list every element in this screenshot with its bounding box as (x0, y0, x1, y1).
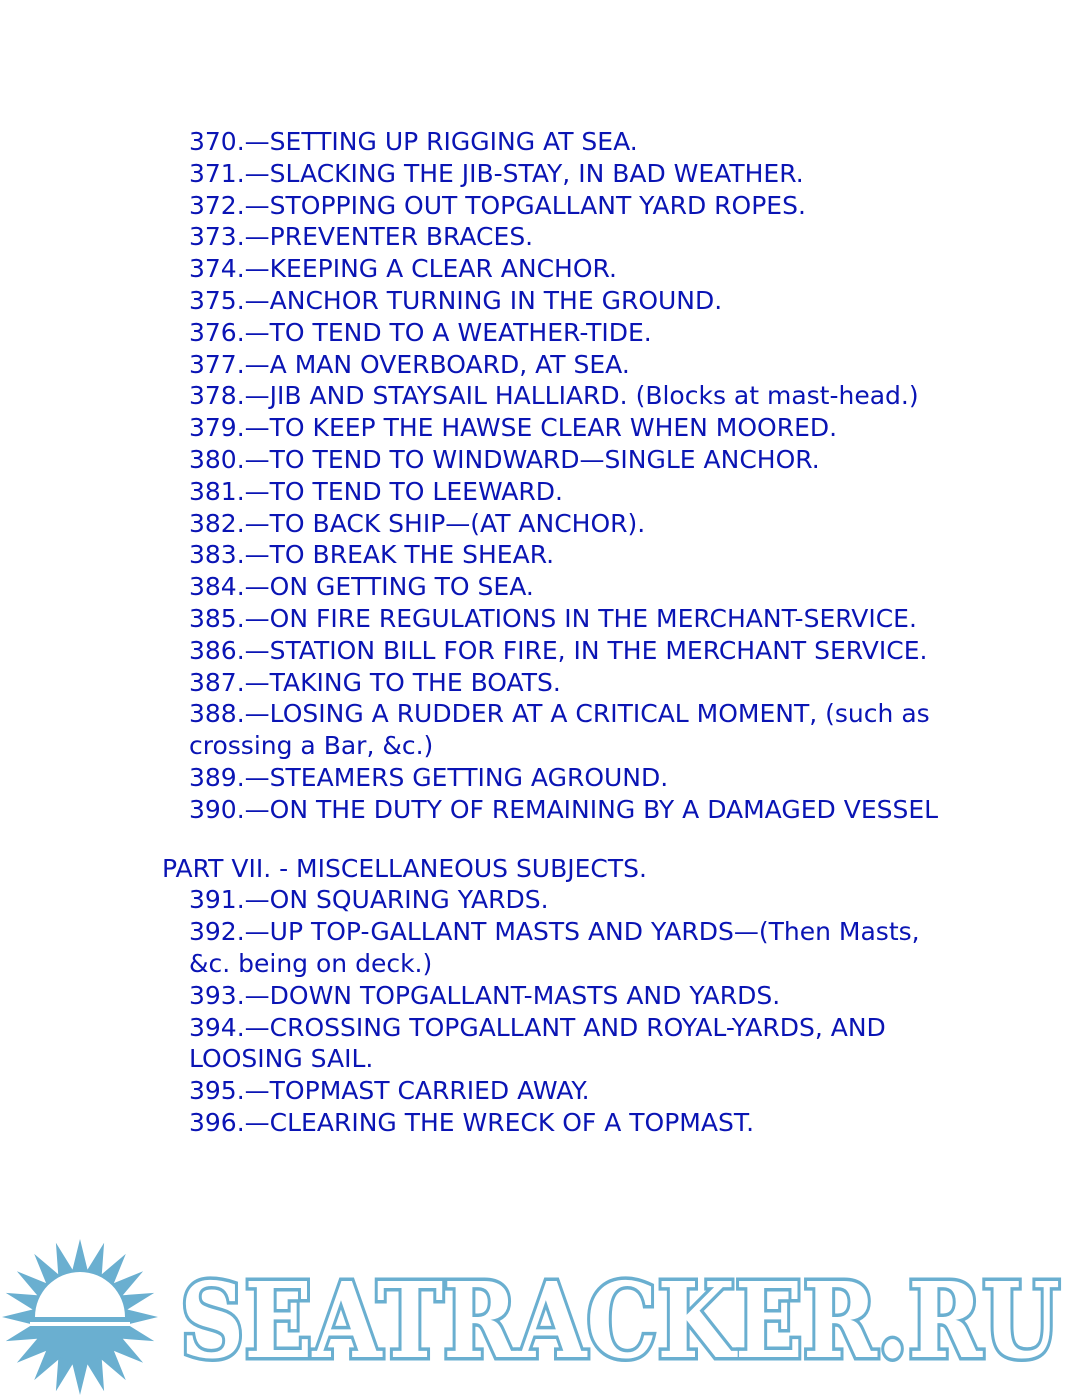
list-item: 375.—ANCHOR TURNING IN THE GROUND. (189, 285, 723, 315)
table-of-contents (162, 126, 952, 1139)
list-item: 392.—UP TOP-GALLANT MASTS AND YARDS—(Then Masts, &c. being on deck.) (189, 917, 920, 978)
list-item: 381.—TO TEND TO LEEWARD. (189, 476, 563, 506)
list-item: 383.—TO BREAK THE SHEAR. (189, 540, 555, 570)
list-item: 393.—DOWN TOPGALLANT-MASTS AND YARDS. (189, 980, 781, 1010)
watermark-logo (0, 1236, 1080, 1397)
list-item: 395.—TOPMAST CARRIED AWAY. (189, 1076, 590, 1106)
list-item: 370.—SETTING UP RIGGING AT SEA. (189, 127, 638, 156)
watermark-text (180, 1259, 1060, 1382)
toc-section-2-list (162, 884, 952, 1138)
list-item: 373.—PREVENTER BRACES. (189, 222, 534, 252)
list-item: 385.—ON FIRE REGULATIONS IN THE MERCHANT-SERVICE. (189, 603, 917, 633)
list-item: 374.—KEEPING A CLEAR ANCHOR. (189, 254, 617, 284)
list-item: 390.—ON THE DUTY OF REMAINING BY A DAMAGED VESSEL (189, 794, 939, 824)
list-item: 394.—CROSSING TOPGALLANT AND ROYAL-YARDS, AND LOOSING SAIL. (189, 1012, 886, 1074)
sun-icon (2, 1239, 158, 1395)
toc-section-1-list (162, 126, 952, 826)
list-item: 386.—STATION BILL FOR FIRE, IN THE MERCHANT SERVICE. (189, 635, 928, 665)
watermark-text-outline: SEATRACKER.RU (180, 1259, 1060, 1382)
list-item: 372.—STOPPING OUT TOPGALLANT YARD ROPES. (189, 190, 806, 220)
list-item: 388.—LOSING A RUDDER AT A CRITICAL MOMENT, (such as crossing a Bar, &c.) (189, 699, 930, 761)
list-item: 396.—CLEARING THE WRECK OF A TOPMAST. (189, 1107, 755, 1137)
list-item: 387.—TAKING TO THE BOATS. (189, 667, 561, 697)
list-item: 378.—JIB AND STAYSAIL HALLIARD. (Blocks at mast-head.) (189, 381, 919, 411)
list-item: 384.—ON GETTING TO SEA. (189, 572, 534, 602)
list-item: 379.—TO KEEP THE HAWSE CLEAR WHEN MOORED. (189, 413, 838, 443)
list-item: 391.—ON SQUARING YARDS. (189, 885, 549, 915)
list-item: 376.—TO TEND TO A WEATHER-TIDE. (189, 317, 652, 347)
list-item: 371.—SLACKING THE JIB-STAY, IN BAD WEATHER. (189, 158, 804, 188)
list-item: 382.—TO BACK SHIP—(AT ANCHOR). (189, 508, 646, 538)
list-item: 380.—TO TEND TO WINDWARD—SINGLE ANCHOR. (189, 444, 820, 474)
list-item: 389.—STEAMERS GETTING AGROUND. (189, 762, 669, 792)
part-heading: PART VII. - MISCELLANEOUS SUBJECTS. (162, 853, 647, 883)
list-item: 377.—A MAN OVERBOARD, AT SEA. (189, 349, 630, 379)
watermark-text-fill: SEATRACKER.RU (180, 1259, 1060, 1382)
